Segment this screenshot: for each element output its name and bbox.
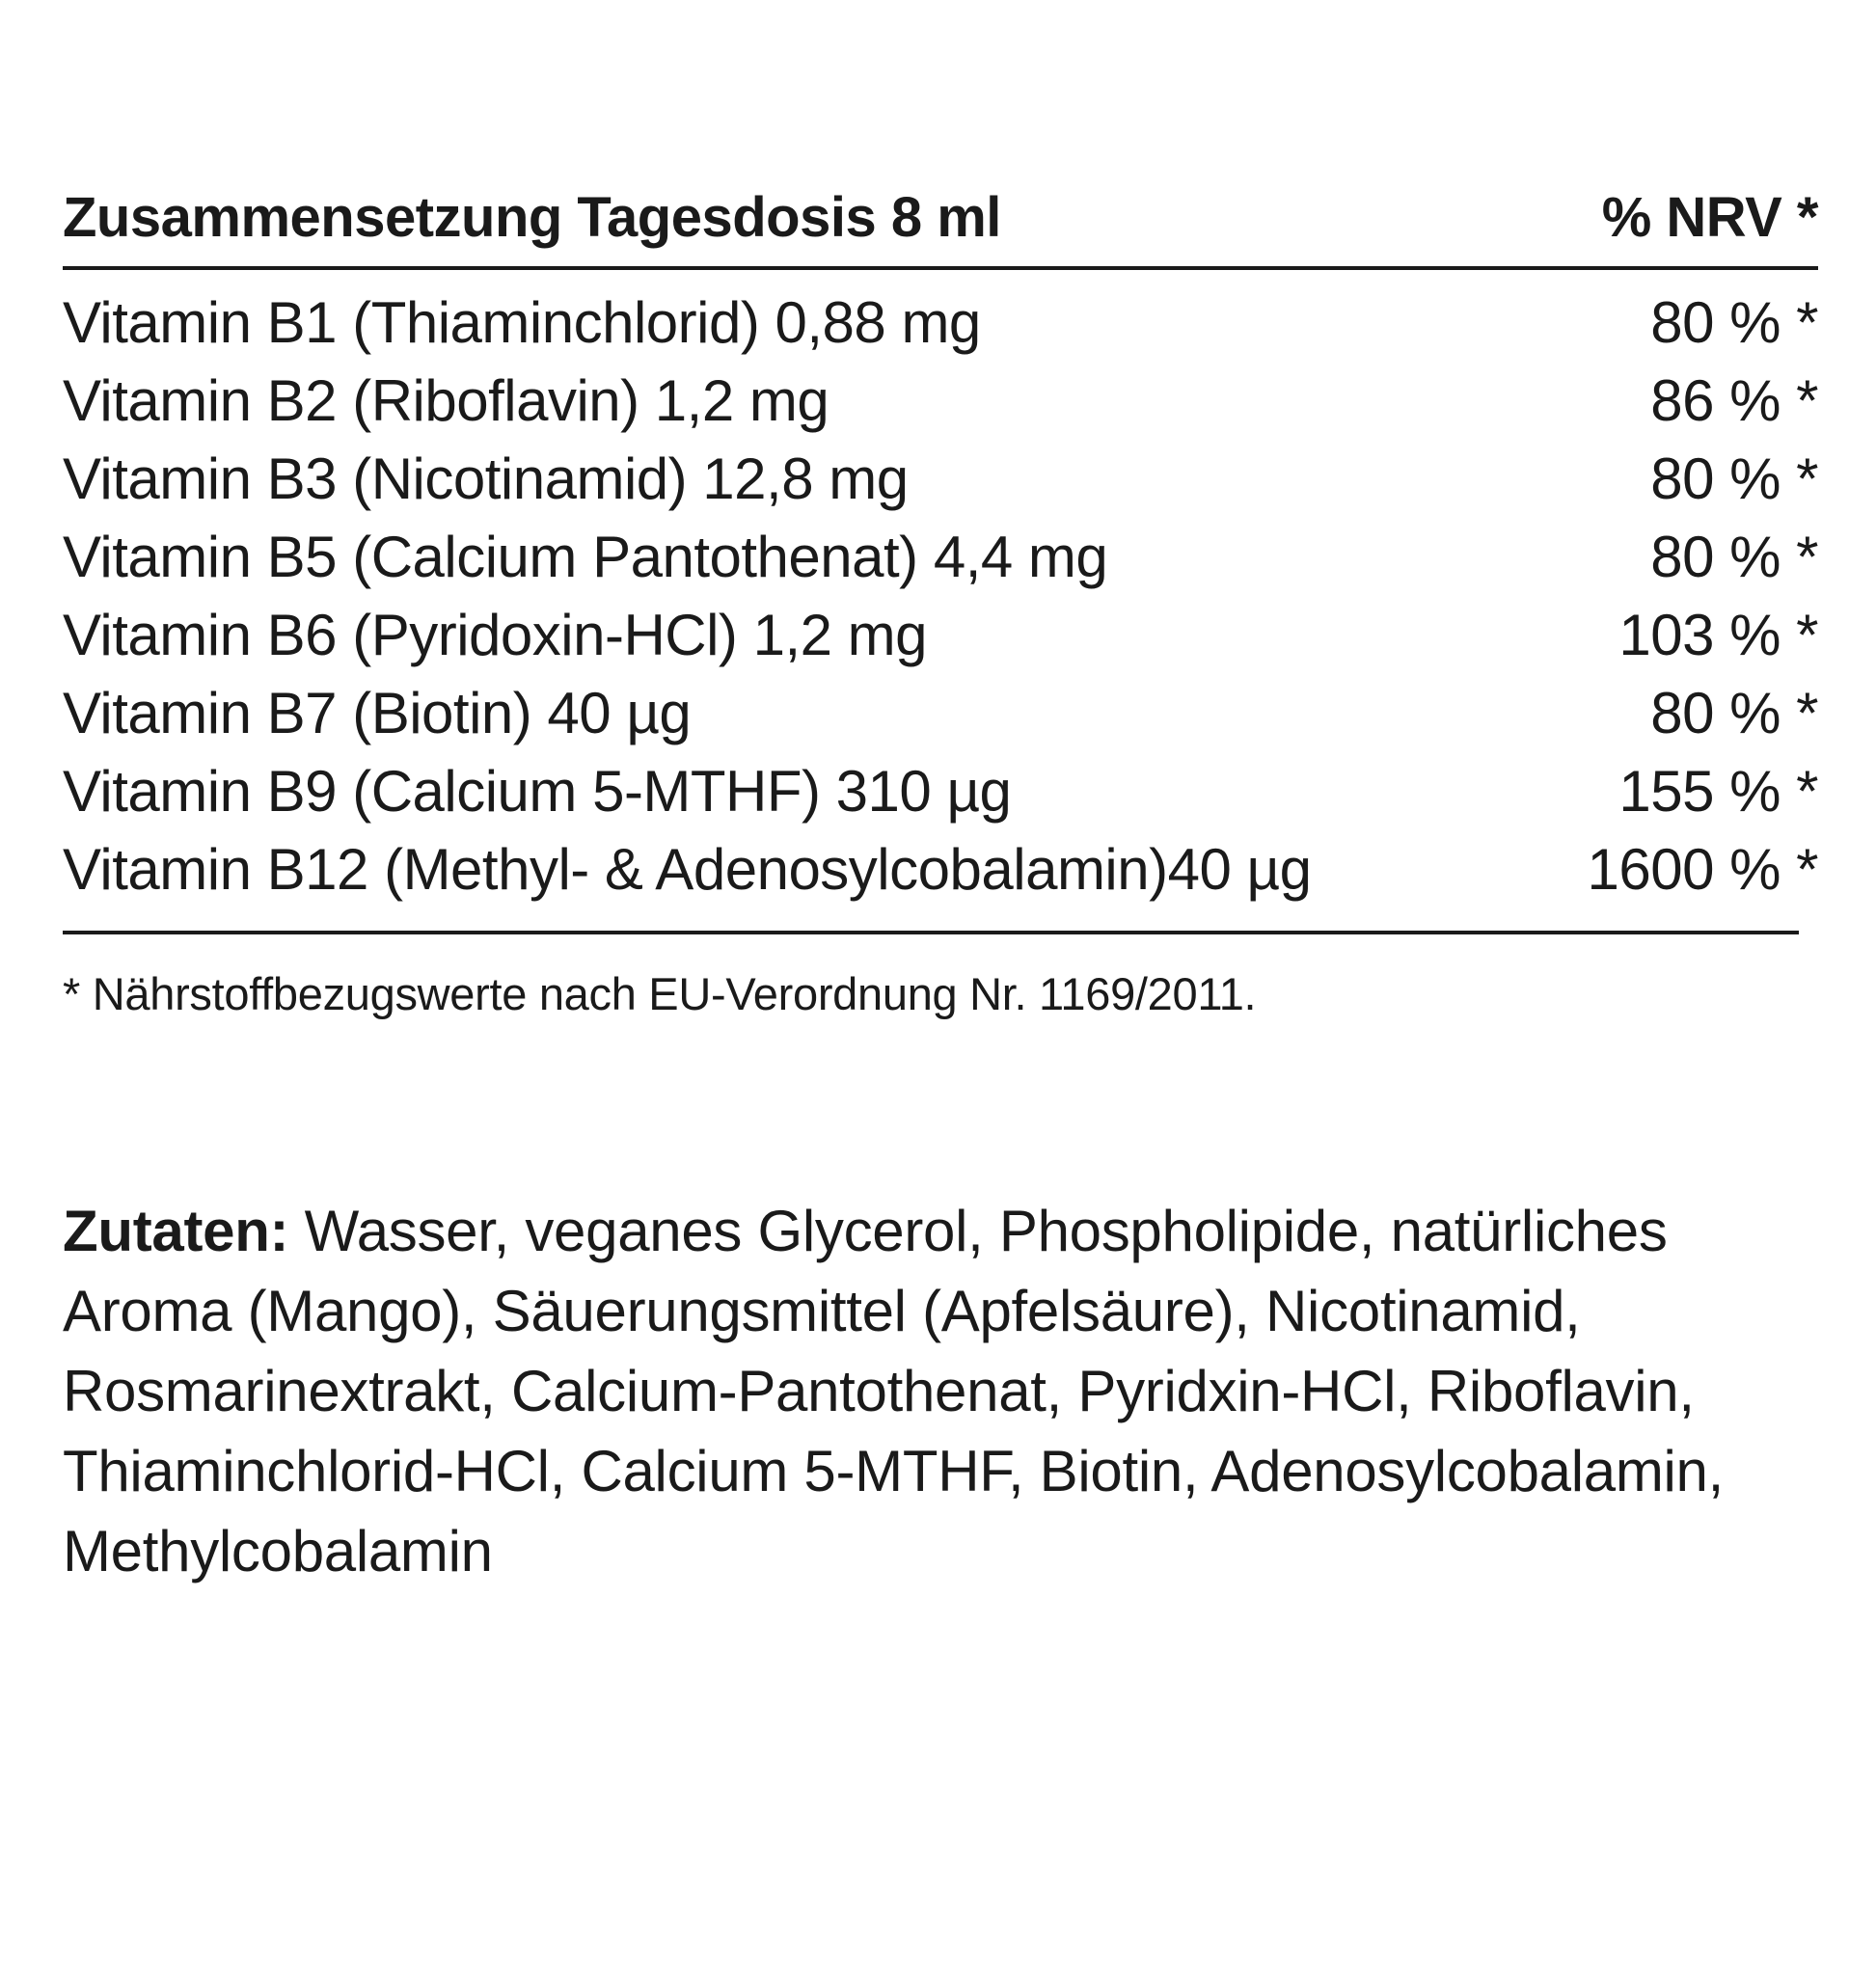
row-nrv: 80 % * (1650, 681, 1818, 745)
header-composition-label: Zusammensetzung Tagesdosis 8 ml (63, 185, 1001, 249)
table-body (63, 284, 1818, 908)
row-name: Vitamin B3 (Nicotinamid) 12,8 mg (63, 446, 909, 511)
row-name: Vitamin B6 (Pyridoxin-HCl) 1,2 mg (63, 603, 928, 667)
row-nrv: 1600 % * (1587, 837, 1818, 902)
row-name: Vitamin B12 (Methyl- & Adenosylcobalamin)40 µg (63, 837, 1312, 902)
row-nrv: 80 % * (1650, 525, 1818, 589)
row-name: Vitamin B2 (Riboflavin) 1,2 mg (63, 368, 829, 433)
table-row-b7 (63, 674, 1818, 752)
row-name: Vitamin B9 (Calcium 5-MTHF) 310 µg (63, 759, 1012, 824)
row-name: Vitamin B7 (Biotin) 40 µg (63, 681, 692, 745)
row-name: Vitamin B5 (Calcium Pantothenat) 4,4 mg (63, 525, 1108, 589)
row-nrv: 86 % * (1650, 368, 1818, 433)
table-bottom-divider (63, 931, 1799, 934)
table-row-b2 (63, 362, 1818, 440)
table-row-b3 (63, 440, 1818, 518)
nrv-footnote: * Nährstoffbezugswerte nach EU-Verordnung Nr. 1169/2011. (63, 968, 1257, 1019)
table-row-b5 (63, 518, 1818, 596)
ingredients-label: Zutaten: (63, 1199, 289, 1263)
row-name: Vitamin B1 (Thiaminchlorid) 0,88 mg (63, 290, 981, 355)
table-row-b12 (63, 830, 1818, 908)
row-nrv: 103 % * (1618, 603, 1818, 667)
table-header (63, 174, 1818, 260)
row-nrv: 155 % * (1618, 759, 1818, 824)
row-nrv: 80 % * (1650, 446, 1818, 511)
ingredients-paragraph (63, 1191, 1828, 1591)
table-row-b6 (63, 596, 1818, 674)
ingredients-text: Wasser, veganes Glycerol, Phospholipide, natürliches Aroma (Mango), Säuerungsmittel (Apfelsäure), Nicotinamid, Rosmarinextrakt, Calcium-Pantothenat, Pyridxin-HCl, Riboflavin, Thiaminchlorid-HCl, Calcium 5-MTHF, Biotin, Adenosylcobalamin, Methylcobalamin (63, 1199, 1724, 1583)
composition-table (63, 174, 1818, 908)
row-nrv: 80 % * (1650, 290, 1818, 355)
table-row-b1 (63, 284, 1818, 362)
header-divider (63, 266, 1818, 270)
header-nrv-label: % NRV * (1601, 185, 1818, 249)
table-row-b9 (63, 752, 1818, 830)
